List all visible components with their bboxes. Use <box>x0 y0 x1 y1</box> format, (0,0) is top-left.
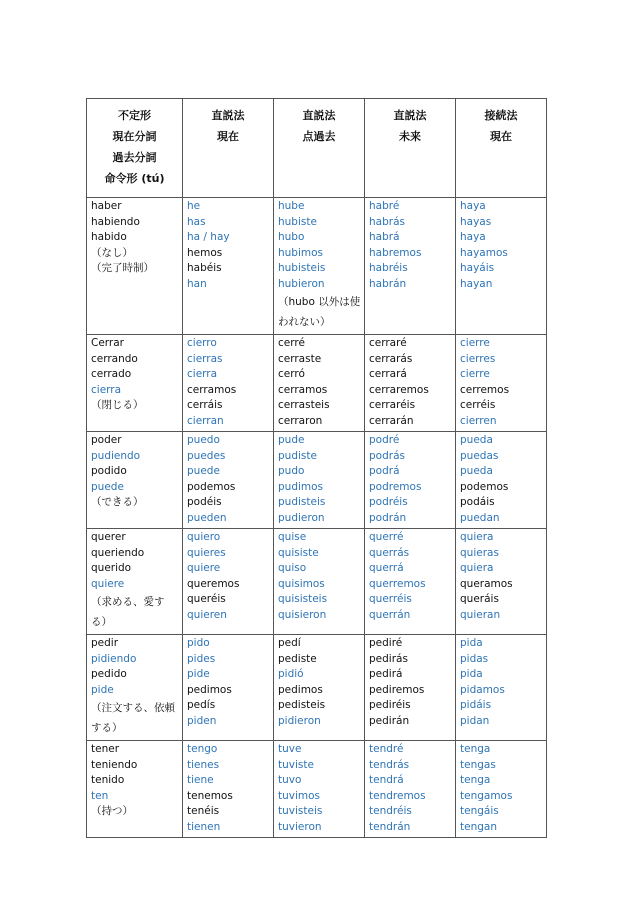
conjugation-form: he <box>187 200 201 212</box>
future-cell <box>365 741 456 838</box>
conjugation-form: habiendo <box>91 215 140 228</box>
conjugation-form: habrá <box>369 231 400 243</box>
conjugation-form: pediré <box>369 637 403 649</box>
conjugation-form: ten <box>91 789 109 802</box>
conjugation-form: tuvisteis <box>278 805 323 817</box>
conjugation-form: tienes <box>187 758 220 771</box>
conjugation-form: tenga <box>460 743 491 755</box>
conjugation-form: quieres <box>187 546 226 559</box>
conjugation-form: quiera <box>460 531 494 543</box>
cell-note: （求める、愛する） <box>91 596 165 628</box>
conjugation-form: hayáis <box>460 262 495 274</box>
conjugation-form: hubieron <box>278 277 325 290</box>
preterite-cell <box>274 335 365 432</box>
conjugation-form: pidas <box>460 652 489 665</box>
conjugation-form: podido <box>91 465 127 477</box>
verb-forms-cell <box>87 432 183 529</box>
conjugation-form: cierro <box>187 337 217 349</box>
conjugation-form: hayamos <box>460 246 508 259</box>
conjugation-form: puedan <box>460 511 500 524</box>
conjugation-form: pueda <box>460 434 493 446</box>
conjugation-form: pueden <box>187 511 227 524</box>
table-body <box>87 198 547 838</box>
conjugation-form: cerramos <box>187 383 237 396</box>
conjugation-form: quiero <box>187 531 221 543</box>
header-line: 接続法 <box>484 109 518 122</box>
conjugation-form: quisisteis <box>278 593 328 605</box>
preterite-cell <box>274 432 365 529</box>
conjugation-form: pidáis <box>460 699 492 711</box>
future-cell <box>365 529 456 635</box>
table-row <box>87 432 547 529</box>
conjugation-form: haya <box>460 200 486 212</box>
conjugation-form: habremos <box>369 246 422 259</box>
subjunctive-cell <box>456 741 547 838</box>
conjugation-form: cierra <box>91 383 122 396</box>
conjugation-form: cierren <box>460 414 497 427</box>
conjugation-form: pudisteis <box>278 496 326 508</box>
indicative-present-cell <box>183 335 274 432</box>
subjunctive-cell <box>456 198 547 335</box>
conjugation-form: pediste <box>278 652 317 665</box>
conjugation-form: quisimos <box>278 577 325 590</box>
conjugation-form: queremos <box>187 577 240 590</box>
conjugation-form: cerré <box>278 337 305 349</box>
conjugation-form: ha / hay <box>187 231 230 243</box>
conjugation-form: puede <box>91 480 124 493</box>
subjunctive-cell <box>456 432 547 529</box>
table-header <box>87 99 547 198</box>
header-line: 直説法 <box>211 109 245 122</box>
verb-forms-cell <box>87 529 183 635</box>
conjugation-form: puedes <box>187 449 226 462</box>
cell-note: （hubo 以外は使われない） <box>278 296 361 328</box>
conjugation-form: tendré <box>369 743 404 755</box>
conjugation-form: pudiste <box>278 449 317 462</box>
conjugation-form: tenga <box>460 774 491 786</box>
conjugation-form: hayas <box>460 215 492 228</box>
conjugation-form: Cerrar <box>91 337 124 349</box>
conjugation-form: pidamos <box>460 683 505 696</box>
conjugation-form: cerrado <box>91 368 132 380</box>
conjugation-form: habéis <box>187 262 222 274</box>
conjugation-form: tenido <box>91 774 125 786</box>
conjugation-form: cerrarás <box>369 352 413 365</box>
conjugation-form: cerrará <box>369 368 407 380</box>
conjugation-form: queramos <box>460 577 513 590</box>
conjugation-form: pide <box>187 668 210 680</box>
conjugation-form: （閉じる） <box>91 399 144 411</box>
future-cell <box>365 432 456 529</box>
conjugation-form: pedir <box>91 637 119 649</box>
conjugation-form: pedirá <box>369 668 403 680</box>
conjugation-form: cerraste <box>278 352 322 365</box>
table-row <box>87 529 547 635</box>
conjugation-form: poder <box>91 434 122 446</box>
header-line: 不定形 <box>118 109 151 122</box>
header-line: 現在 <box>217 130 239 143</box>
conjugation-form: piden <box>187 714 217 727</box>
conjugation-form: tenéis <box>187 805 220 817</box>
indicative-present-cell <box>183 741 274 838</box>
conjugation-form: hayan <box>460 277 493 290</box>
conjugation-form: cierran <box>187 414 224 427</box>
conjugation-form: cierra <box>187 368 218 380</box>
conjugation-form: habrán <box>369 277 407 290</box>
conjugation-form: quisiste <box>278 546 319 559</box>
conjugation-form: tengáis <box>460 805 499 817</box>
conjugation-form: hubimos <box>278 246 324 259</box>
conjugation-form: podréis <box>369 496 408 508</box>
conjugation-form: cerrarán <box>369 414 414 427</box>
preterite-cell <box>274 635 365 741</box>
conjugation-form: teniendo <box>91 758 138 771</box>
indicative-present-cell <box>183 529 274 635</box>
conjugation-form: querremos <box>369 577 426 590</box>
conjugation-form: （なし） <box>91 246 133 259</box>
conjugation-form: han <box>187 277 207 290</box>
preterite-cell <box>274 198 365 335</box>
conjugation-form: hubisteis <box>278 262 326 274</box>
conjugation-form: querido <box>91 562 132 574</box>
conjugation-form: tendrán <box>369 820 411 833</box>
conjugation-form: （できる） <box>91 496 144 508</box>
conjugation-form: cerraré <box>369 337 407 349</box>
conjugation-form: queriendo <box>91 546 145 559</box>
conjugation-form: habré <box>369 200 400 212</box>
conjugation-form: quisieron <box>278 608 327 621</box>
conjugation-form: tendrá <box>369 774 404 786</box>
header-line: 現在 <box>490 130 512 143</box>
verb-forms-cell <box>87 198 183 335</box>
conjugation-form: pudiendo <box>91 449 141 462</box>
conjugation-form: pudimos <box>278 480 324 493</box>
header-line: 直説法 <box>302 109 336 122</box>
conjugation-form: querré <box>369 531 404 543</box>
table-row <box>87 635 547 741</box>
indicative-present-cell <box>183 198 274 335</box>
header-indicative-preterite <box>274 99 365 198</box>
conjugation-form: tengan <box>460 820 497 833</box>
conjugation-form: pedí <box>278 637 301 649</box>
verb-forms-cell <box>87 335 183 432</box>
future-cell <box>365 635 456 741</box>
conjugation-form: hubo <box>278 231 305 243</box>
header-line: 命令形 (tú) <box>104 172 165 185</box>
conjugation-form: cerraréis <box>369 399 416 411</box>
conjugation-form: podrá <box>369 465 400 477</box>
subjunctive-cell <box>456 335 547 432</box>
conjugation-form: tener <box>91 743 120 755</box>
conjugation-form: quieren <box>187 608 227 621</box>
header-infinitive-forms <box>87 99 183 198</box>
conjugation-form: cerraron <box>278 414 323 427</box>
conjugation-form: puede <box>187 465 220 477</box>
conjugation-form: podré <box>369 434 400 446</box>
conjugation-form: tienen <box>187 820 221 833</box>
conjugation-form: querer <box>91 531 126 543</box>
conjugation-form: pidan <box>460 714 490 727</box>
conjugation-form: tuvo <box>278 774 302 786</box>
conjugation-form: pedimos <box>278 683 323 696</box>
conjugation-form: pidiendo <box>91 652 137 665</box>
conjugation-form: tuviste <box>278 758 314 771</box>
conjugation-form: pude <box>278 434 305 446</box>
conjugation-form: habréis <box>369 262 408 274</box>
conjugation-form: pueda <box>460 465 493 477</box>
conjugation-form: cerrando <box>91 352 138 365</box>
conjugation-form: pedirán <box>369 714 410 727</box>
conjugation-form: podrán <box>369 511 407 524</box>
conjugation-form: querrás <box>369 546 410 559</box>
conjugation-form: tendrás <box>369 758 410 771</box>
conjugation-form: cierras <box>187 352 223 365</box>
conjugation-form: pedís <box>187 699 216 711</box>
verb-forms-cell <box>87 635 183 741</box>
conjugation-form: pidió <box>278 668 304 680</box>
conjugation-form: quiere <box>91 577 125 590</box>
conjugation-form: hubiste <box>278 215 317 228</box>
conjugation-form: has <box>187 215 206 228</box>
conjugation-form: cierre <box>460 368 490 380</box>
conjugation-form: pudieron <box>278 511 325 524</box>
header-subjunctive-present <box>456 99 547 198</box>
conjugation-form: podéis <box>187 496 222 508</box>
conjugation-form: tenemos <box>187 789 233 802</box>
conjugation-form: cierres <box>460 352 496 365</box>
conjugation-form: puedas <box>460 449 499 462</box>
conjugation-table <box>86 98 547 838</box>
conjugation-form: podáis <box>460 496 495 508</box>
future-cell <box>365 198 456 335</box>
conjugation-form: puedo <box>187 434 220 446</box>
conjugation-form: pediremos <box>369 683 425 696</box>
conjugation-form: podremos <box>369 480 422 493</box>
conjugation-form: （完了時制） <box>91 262 154 274</box>
conjugation-form: hemos <box>187 246 223 259</box>
verb-forms-cell <box>87 741 183 838</box>
conjugation-form: tuve <box>278 743 302 755</box>
conjugation-form: pedisteis <box>278 699 326 711</box>
header-line: 過去分詞 <box>112 151 157 164</box>
header-line: 直説法 <box>393 109 427 122</box>
conjugation-form: cerraremos <box>369 383 429 396</box>
conjugation-form: haya <box>460 231 486 243</box>
conjugation-form: querrán <box>369 608 411 621</box>
conjugation-form: pida <box>460 668 483 680</box>
header-line: 未来 <box>399 130 421 143</box>
conjugation-form: cierre <box>460 337 490 349</box>
conjugation-form: cerró <box>278 368 305 380</box>
preterite-cell <box>274 741 365 838</box>
conjugation-form: pediréis <box>369 699 411 711</box>
conjugation-form: tuvimos <box>278 789 321 802</box>
indicative-present-cell <box>183 432 274 529</box>
conjugation-form: pedido <box>91 668 127 680</box>
conjugation-form: tuvieron <box>278 820 322 833</box>
header-line: 現在分詞 <box>112 130 157 143</box>
conjugation-form: queráis <box>460 593 499 605</box>
conjugation-form: pedimos <box>187 683 232 696</box>
conjugation-form: queréis <box>187 593 226 605</box>
conjugation-form: cerremos <box>460 383 510 396</box>
conjugation-form: querréis <box>369 593 412 605</box>
future-cell <box>365 335 456 432</box>
conjugation-form: podrás <box>369 449 405 462</box>
conjugation-form: pedirás <box>369 652 408 665</box>
conjugation-form: pida <box>460 637 483 649</box>
header-row <box>87 99 547 198</box>
conjugation-form: pido <box>187 637 210 649</box>
conjugation-form: pidieron <box>278 714 321 727</box>
conjugation-form: tengamos <box>460 789 513 802</box>
conjugation-form: pudo <box>278 465 305 477</box>
header-line: 点過去 <box>302 130 336 143</box>
table-row <box>87 335 547 432</box>
conjugation-form: cerramos <box>278 383 328 396</box>
subjunctive-cell <box>456 635 547 741</box>
table-row <box>87 198 547 335</box>
conjugation-form: quise <box>278 531 307 543</box>
conjugation-form: quiso <box>278 562 307 574</box>
conjugation-form: tiene <box>187 774 214 786</box>
preterite-cell <box>274 529 365 635</box>
subjunctive-cell <box>456 529 547 635</box>
conjugation-form: quiera <box>460 562 494 574</box>
conjugation-form: （持つ） <box>91 805 133 817</box>
conjugation-form: cerrasteis <box>278 399 330 411</box>
indicative-present-cell <box>183 635 274 741</box>
conjugation-form: tengas <box>460 758 496 771</box>
conjugation-form: quieran <box>460 608 501 621</box>
header-indicative-future <box>365 99 456 198</box>
conjugation-form: tendremos <box>369 789 426 802</box>
conjugation-form: haber <box>91 200 122 212</box>
conjugation-form: pides <box>187 652 216 665</box>
header-indicative-present <box>183 99 274 198</box>
table-row <box>87 741 547 838</box>
conjugation-form: tengo <box>187 743 218 755</box>
conjugation-form: quieras <box>460 546 499 559</box>
conjugation-form: cerréis <box>460 399 496 411</box>
conjugation-form: habrás <box>369 215 405 228</box>
cell-note: （注文する、依頼する） <box>91 702 175 734</box>
conjugation-form: hube <box>278 200 305 212</box>
conjugation-form: querrá <box>369 562 404 574</box>
conjugation-form: pide <box>91 683 114 696</box>
conjugation-form: quiere <box>187 562 221 574</box>
conjugation-form: habido <box>91 231 127 243</box>
conjugation-form: podemos <box>460 480 509 493</box>
conjugation-form: podemos <box>187 480 236 493</box>
conjugation-form: cerráis <box>187 399 223 411</box>
conjugation-form: tendréis <box>369 805 412 817</box>
